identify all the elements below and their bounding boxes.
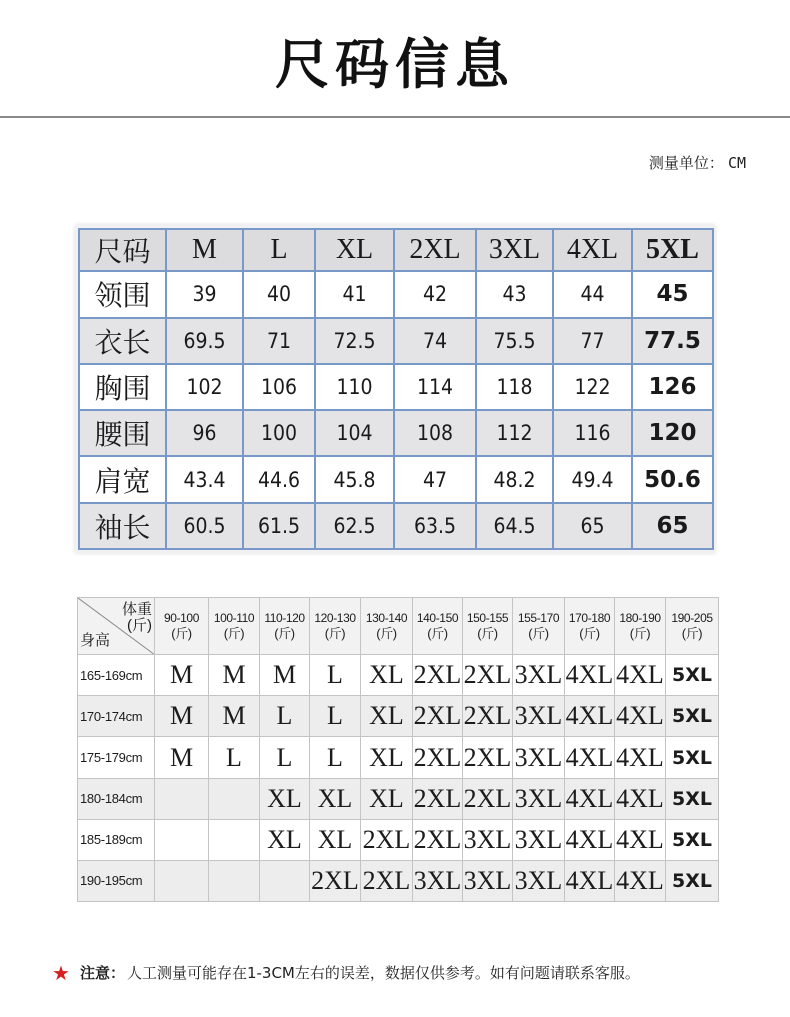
weight-header-cell xyxy=(565,598,615,655)
measure-value: 118 xyxy=(476,364,553,410)
recommended-size-cell: XL xyxy=(361,778,413,819)
height-range-label: 175-179cm xyxy=(78,737,155,778)
recommended-size-cell: 5XL xyxy=(666,655,719,696)
weight-header-cell xyxy=(666,598,719,655)
recommended-size-cell: 2XL xyxy=(413,819,463,860)
weight-unit: (斤) xyxy=(579,626,600,642)
measure-value: 44.6 xyxy=(243,456,315,502)
recommended-size-cell: 4XL xyxy=(565,655,615,696)
note-text: 人工测量可能存在1-3CM左右的误差，数据仅供参考。如有问题请联系客服。 xyxy=(126,964,640,982)
measure-value: 120 xyxy=(632,410,713,456)
recommended-size-cell: 4XL xyxy=(615,737,666,778)
recommended-size-cell: 3XL xyxy=(463,860,513,901)
weight-unit: (斤) xyxy=(427,626,448,642)
recommended-size-cell: 5XL xyxy=(666,737,719,778)
size-chart xyxy=(75,225,715,553)
size-chart-row xyxy=(79,456,713,502)
recommended-size-cell: XL xyxy=(260,819,310,860)
measure-value: 116 xyxy=(553,410,632,456)
size-chart-row xyxy=(79,271,713,317)
recommended-size-cell: L xyxy=(310,655,361,696)
measure-value: 45 xyxy=(632,271,713,317)
measure-value: 60.5 xyxy=(166,503,243,549)
size-header-cell: XL xyxy=(315,229,394,271)
weight-header-cell xyxy=(615,598,666,655)
recommended-size-cell: XL xyxy=(310,778,361,819)
recommended-size-cell: XL xyxy=(361,737,413,778)
size-chart-row xyxy=(79,410,713,456)
fit-row xyxy=(78,860,719,901)
height-range-label: 190-195cm xyxy=(78,860,155,901)
measure-value: 102 xyxy=(166,364,243,410)
weight-range: 100-110 xyxy=(213,611,255,626)
recommended-size-cell: 3XL xyxy=(513,737,565,778)
measure-value: 61.5 xyxy=(243,503,315,549)
recommended-size-cell: 3XL xyxy=(513,696,565,737)
weight-unit: (斤) xyxy=(477,626,498,642)
measure-value: 75.5 xyxy=(476,318,553,364)
size-recommendation-table xyxy=(77,597,719,902)
measure-value: 48.2 xyxy=(476,456,553,502)
recommended-size-cell: 4XL xyxy=(615,696,666,737)
recommended-size-cell: 2XL xyxy=(361,819,413,860)
note-label: 注意： xyxy=(79,964,125,982)
recommended-size-cell: 2XL xyxy=(413,778,463,819)
weight-range: 180-190 xyxy=(619,611,661,626)
recommended-size-cell: 4XL xyxy=(615,860,666,901)
recommended-size-cell: L xyxy=(310,737,361,778)
weight-header-row xyxy=(78,598,719,655)
weight-unit: (斤) xyxy=(376,626,397,642)
measure-value: 50.6 xyxy=(632,456,713,502)
height-range-label: 180-184cm xyxy=(78,778,155,819)
recommended-size-cell: 2XL xyxy=(361,860,413,901)
title-divider xyxy=(0,116,790,118)
measure-value: 62.5 xyxy=(315,503,394,549)
measure-value: 64.5 xyxy=(476,503,553,549)
recommended-size-cell: 3XL xyxy=(413,860,463,901)
recommended-size-cell xyxy=(209,860,260,901)
height-range-label: 170-174cm xyxy=(78,696,155,737)
weight-unit: (斤) xyxy=(528,626,549,642)
weight-header-cell xyxy=(361,598,413,655)
measure-value: 122 xyxy=(553,364,632,410)
weight-unit: (斤) xyxy=(324,626,346,642)
measure-value: 112 xyxy=(476,410,553,456)
recommended-size-cell: 3XL xyxy=(513,819,565,860)
size-chart-table xyxy=(78,228,714,550)
measure-value: 72.5 xyxy=(315,318,394,364)
measure-value: 126 xyxy=(632,364,713,410)
size-header-cell: 2XL xyxy=(394,229,476,271)
measure-value: 39 xyxy=(166,271,243,317)
measure-value: 40 xyxy=(243,271,315,317)
height-range-label: 185-189cm xyxy=(78,819,155,860)
weight-unit: (斤) xyxy=(171,626,192,642)
recommended-size-cell: 2XL xyxy=(463,778,513,819)
recommended-size-cell: 3XL xyxy=(513,860,565,901)
measure-value: 65 xyxy=(632,503,713,549)
measurement-unit xyxy=(649,152,746,173)
measure-label: 衣长 xyxy=(79,318,166,364)
recommended-size-cell: 3XL xyxy=(513,778,565,819)
recommended-size-cell: M xyxy=(209,696,260,737)
weight-unit: (斤) xyxy=(274,626,295,642)
size-chart-row xyxy=(79,503,713,549)
weight-header-cell xyxy=(310,598,361,655)
measure-value: 65 xyxy=(553,503,632,549)
measure-value: 63.5 xyxy=(394,503,476,549)
recommended-size-cell: L xyxy=(310,696,361,737)
size-header-cell: 3XL xyxy=(476,229,553,271)
recommended-size-cell: 2XL xyxy=(463,655,513,696)
recommended-size-cell: 2XL xyxy=(413,737,463,778)
recommended-size-cell: 2XL xyxy=(413,655,463,696)
measure-value: 77.5 xyxy=(632,318,713,364)
measure-label: 肩宽 xyxy=(79,456,166,502)
recommended-size-cell: 4XL xyxy=(565,778,615,819)
measure-value: 104 xyxy=(315,410,394,456)
fit-row xyxy=(78,696,719,737)
weight-range: 110-120 xyxy=(264,611,305,626)
recommended-size-cell: XL xyxy=(260,778,310,819)
recommended-size-cell xyxy=(209,778,260,819)
measure-value: 47 xyxy=(394,456,476,502)
weight-unit: (斤) xyxy=(223,626,245,642)
unit-label: 测量单位： xyxy=(648,154,724,172)
measure-value: 106 xyxy=(243,364,315,410)
star-icon: ★ xyxy=(52,961,70,985)
fit-row xyxy=(78,778,719,819)
recommended-size-cell: M xyxy=(155,737,209,778)
measure-label: 袖长 xyxy=(79,503,166,549)
measure-value: 100 xyxy=(243,410,315,456)
fit-row xyxy=(78,655,719,696)
size-header-cell: 4XL xyxy=(553,229,632,271)
weight-unit: (斤) xyxy=(681,626,703,642)
measure-value: 44 xyxy=(553,271,632,317)
recommended-size-cell xyxy=(155,819,209,860)
measure-value: 96 xyxy=(166,410,243,456)
corner-weight-label: 体重 (斤) xyxy=(121,601,152,634)
recommended-size-cell: 4XL xyxy=(615,778,666,819)
weight-header-cell xyxy=(413,598,463,655)
recommended-size-cell: 4XL xyxy=(565,737,615,778)
recommended-size-cell: L xyxy=(260,737,310,778)
recommended-size-cell: 2XL xyxy=(463,737,513,778)
recommended-size-cell: 5XL xyxy=(666,860,719,901)
recommended-size-cell: M xyxy=(260,655,310,696)
weight-range: 90-100 xyxy=(164,611,199,626)
weight-header-cell xyxy=(209,598,260,655)
recommended-size-cell: 4XL xyxy=(565,696,615,737)
measure-value: 71 xyxy=(243,318,315,364)
weight-range: 190-205 xyxy=(671,611,713,626)
recommended-size-cell: 4XL xyxy=(565,860,615,901)
size-chart-row xyxy=(79,318,713,364)
recommended-size-cell xyxy=(209,819,260,860)
recommended-size-cell: 4XL xyxy=(565,819,615,860)
height-range-label: 165-169cm xyxy=(78,655,155,696)
recommended-size-cell: XL xyxy=(310,819,361,860)
recommended-size-cell xyxy=(260,860,310,901)
table-corner-header xyxy=(78,598,155,655)
measure-value: 42 xyxy=(394,271,476,317)
recommended-size-cell: XL xyxy=(361,655,413,696)
weight-header-cell xyxy=(155,598,209,655)
weight-header-cell xyxy=(463,598,513,655)
corner-height-label: 身高 xyxy=(80,632,111,650)
recommended-size-cell: M xyxy=(209,655,260,696)
recommended-size-cell: 2XL xyxy=(413,696,463,737)
recommended-size-cell xyxy=(155,778,209,819)
fit-row xyxy=(78,737,719,778)
weight-range: 150-155 xyxy=(466,611,509,626)
recommended-size-cell xyxy=(155,860,209,901)
disclaimer-note xyxy=(52,961,640,985)
measure-value: 74 xyxy=(394,318,476,364)
measure-value: 43.4 xyxy=(166,456,243,502)
weight-range: 130-140 xyxy=(365,611,408,626)
size-header-cell: M xyxy=(166,229,243,271)
size-chart-header-row xyxy=(79,229,713,271)
page-title: 尺码信息 xyxy=(275,33,515,96)
recommended-size-cell: M xyxy=(155,655,209,696)
recommended-size-cell: L xyxy=(260,696,310,737)
weight-range: 155-170 xyxy=(517,611,560,626)
measure-value: 69.5 xyxy=(166,318,243,364)
measure-value: 41 xyxy=(315,271,394,317)
size-header-label: 尺码 xyxy=(79,229,166,271)
recommended-size-cell: 2XL xyxy=(463,696,513,737)
measure-label: 腰围 xyxy=(79,410,166,456)
recommended-size-cell: M xyxy=(155,696,209,737)
recommended-size-cell: XL xyxy=(361,696,413,737)
recommended-size-cell: 5XL xyxy=(666,778,719,819)
measure-value: 114 xyxy=(394,364,476,410)
recommended-size-cell: 5XL xyxy=(666,696,719,737)
recommended-size-cell: 5XL xyxy=(666,819,719,860)
measure-label: 胸围 xyxy=(79,364,166,410)
unit-value: CM xyxy=(727,154,746,172)
size-chart-row xyxy=(79,364,713,410)
measure-value: 77 xyxy=(553,318,632,364)
weight-range: 140-150 xyxy=(416,611,459,626)
measure-value: 108 xyxy=(394,410,476,456)
recommended-size-cell: 2XL xyxy=(310,860,361,901)
recommended-size-cell: 3XL xyxy=(463,819,513,860)
weight-header-cell xyxy=(513,598,565,655)
recommended-size-cell: 3XL xyxy=(513,655,565,696)
weight-range: 170-180 xyxy=(568,611,611,626)
weight-unit: (斤) xyxy=(629,626,651,642)
measure-value: 49.4 xyxy=(553,456,632,502)
measure-value: 110 xyxy=(315,364,394,410)
measure-value: 45.8 xyxy=(315,456,394,502)
recommended-size-cell: 4XL xyxy=(615,819,666,860)
measure-value: 43 xyxy=(476,271,553,317)
size-header-cell: L xyxy=(243,229,315,271)
fit-row xyxy=(78,819,719,860)
recommended-size-cell: L xyxy=(209,737,260,778)
size-header-cell: 5XL xyxy=(632,229,713,271)
weight-range: 120-130 xyxy=(314,611,356,626)
measure-label: 领围 xyxy=(79,271,166,317)
weight-header-cell xyxy=(260,598,310,655)
recommended-size-cell: 4XL xyxy=(615,655,666,696)
